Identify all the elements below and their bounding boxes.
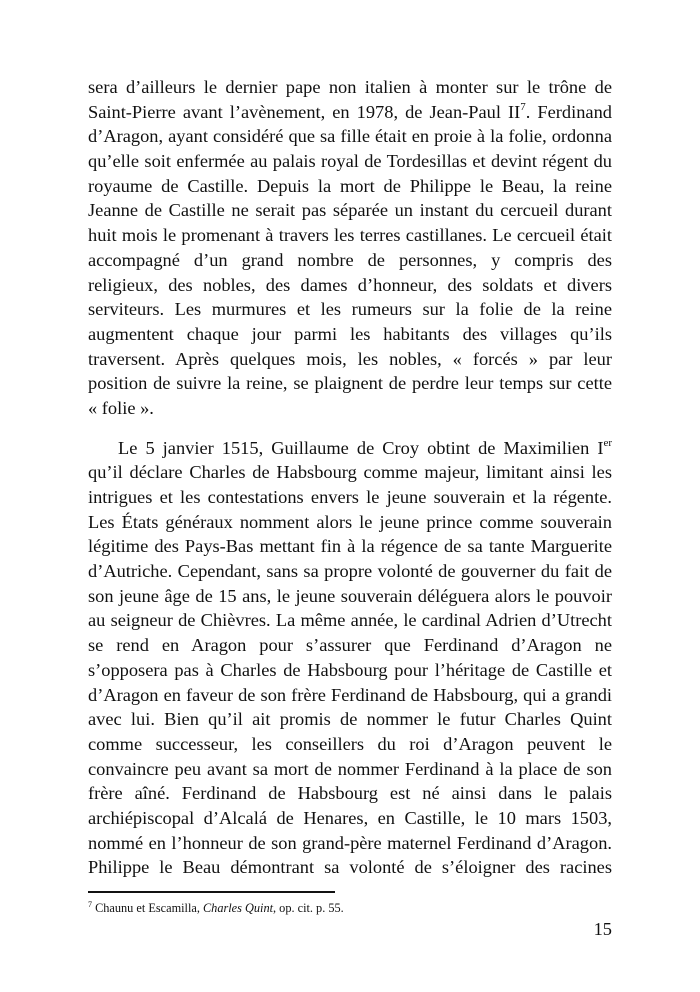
line-text: Le 5 janvier 1515, Guillaume de Croy obtint de Maximilien I: [118, 437, 604, 458]
line-text: qu’elle soit enfermée au palais royal de Tordesillas et devint régent du: [88, 151, 612, 172]
text-line: [88, 633, 612, 658]
line-text: serviteurs. Les murmures et les rumeurs sur la folie de la reine: [88, 299, 612, 320]
text-line: [88, 534, 612, 559]
page-number: 15: [593, 919, 612, 939]
text-line: [88, 460, 612, 485]
line-text: traversent. Après quelques mois, les nobles, « forcés » par leur: [88, 348, 612, 369]
text-line: [88, 485, 612, 510]
line-text: accompagné d’un grand nombre de personnes, y compris des: [88, 249, 612, 270]
text-line: [88, 347, 612, 372]
line-text: avec lui. Bien qu’il ait promis de nommer le futur Charles Quint: [88, 709, 612, 730]
paragraph-gap: [88, 421, 612, 436]
paragraph: [88, 75, 612, 421]
line-text: comme successeur, les conseillers du roi d’Aragon peuvent le: [88, 733, 612, 754]
footnote-reference: er: [603, 436, 612, 449]
text-line: [88, 757, 612, 782]
line-text: huit mois le promenant à travers les terres castillanes. Le cercueil était: [88, 225, 612, 246]
body-text: [88, 75, 612, 880]
footnote-reference: 7: [520, 100, 526, 113]
line-text: s’opposera pas à Charles de Habsbourg pour l’héritage de Castille et: [88, 659, 612, 680]
text-line: [88, 75, 612, 100]
text-line: [88, 100, 612, 125]
line-text: « folie ».: [88, 397, 154, 418]
line-text: frère aîné. Ferdinand de Habsbourg est né ainsi dans le palais: [88, 783, 612, 804]
text-line: [88, 198, 612, 223]
text-line: [88, 732, 612, 757]
text-line: [88, 658, 612, 683]
footnote: [88, 900, 344, 916]
line-text: d’Aragon en faveur de son frère Ferdinand de Habsbourg, qui a grandi: [88, 684, 612, 705]
text-line: [88, 683, 612, 708]
text-line: [88, 396, 612, 421]
line-text: convaincre peu avant sa mort de nommer Ferdinand à la place de son: [88, 758, 612, 779]
footnote-rest: , op. cit. p. 55.: [273, 901, 344, 915]
line-text: royaume de Castille. Depuis la mort de Philippe le Beau, la reine: [88, 175, 612, 196]
line-text: intrigues et les contestations envers le jeune souverain et la régente.: [88, 487, 612, 507]
paragraph: [88, 436, 612, 880]
line-text: qu’il déclare Charles de Habsbourg comme majeur, limitant ainsi les: [88, 462, 612, 483]
line-text: religieux, des nobles, des dames d’honneur, des soldats et divers: [88, 274, 612, 295]
line-text: Philippe le Beau démontrant sa volonté de s’éloigner des racines: [88, 857, 612, 878]
line-text: d’Autriche. Cependant, sans sa propre volonté de gouverner du fait de: [88, 561, 612, 582]
text-line: [88, 174, 612, 199]
line-text: son jeune âge de 15 ans, le jeune souverain déléguera alors le pouvoir: [88, 585, 612, 606]
line-text: au seigneur de Chièvres. La même année, le cardinal Adrien d’Utrecht: [88, 610, 612, 631]
text-line: [88, 855, 612, 880]
footnote-title: Charles Quint: [202, 901, 274, 915]
footnote-number: 7: [88, 900, 92, 909]
text-line: [88, 608, 612, 633]
line-text: se rend en Aragon pour s’assurer que Ferdinand d’Aragon ne: [88, 635, 612, 656]
text-line: [88, 322, 612, 347]
text-line: [88, 831, 612, 856]
text-line: [88, 124, 612, 149]
text-line: [88, 371, 612, 396]
line-text: archiépiscopal d’Alcalá de Henares, en Castille, le 10 mars 1503,: [88, 807, 612, 828]
text-line: [88, 806, 612, 831]
line-text: position de suivre la reine, se plaignent de perdre leur temps sur cette: [88, 373, 612, 394]
text-line: [88, 149, 612, 174]
line-text: augmentent chaque jour parmi les habitants des villages qu’ils: [88, 323, 612, 344]
line-text: sera d’ailleurs le dernier pape non italien à monter sur le trône de: [88, 77, 612, 97]
line-text: Saint-Pierre avant l’avènement, en 1978, de Jean-Paul II: [88, 101, 521, 122]
text-line: [88, 297, 612, 322]
line-text: Jeanne de Castille ne serait pas séparée un instant du cercueil durant: [88, 200, 612, 221]
line-text: légitime des Pays-Bas mettant fin à la régence de sa tante Marguerite: [88, 536, 612, 557]
text-line: [88, 510, 612, 535]
line-text: d’Aragon, ayant considéré que sa fille était en proie à la folie, ordonna: [88, 126, 612, 147]
text-line: [88, 248, 612, 273]
line-text-after: . Ferdinand: [525, 101, 612, 122]
footnote-author: Chaunu et Escamilla,: [92, 901, 203, 915]
text-line: [88, 781, 612, 806]
footnote-separator: [88, 891, 335, 893]
text-line: [88, 584, 612, 609]
text-line: [88, 273, 612, 298]
text-line: [88, 223, 612, 248]
line-text: nommé en l’honneur de son grand-père maternel Ferdinand d’Aragon.: [88, 832, 612, 853]
text-line: [88, 707, 612, 732]
line-text: Les États généraux nomment alors le jeune prince comme souverain: [88, 511, 612, 532]
text-line: [88, 436, 612, 461]
text-line: [88, 559, 612, 584]
